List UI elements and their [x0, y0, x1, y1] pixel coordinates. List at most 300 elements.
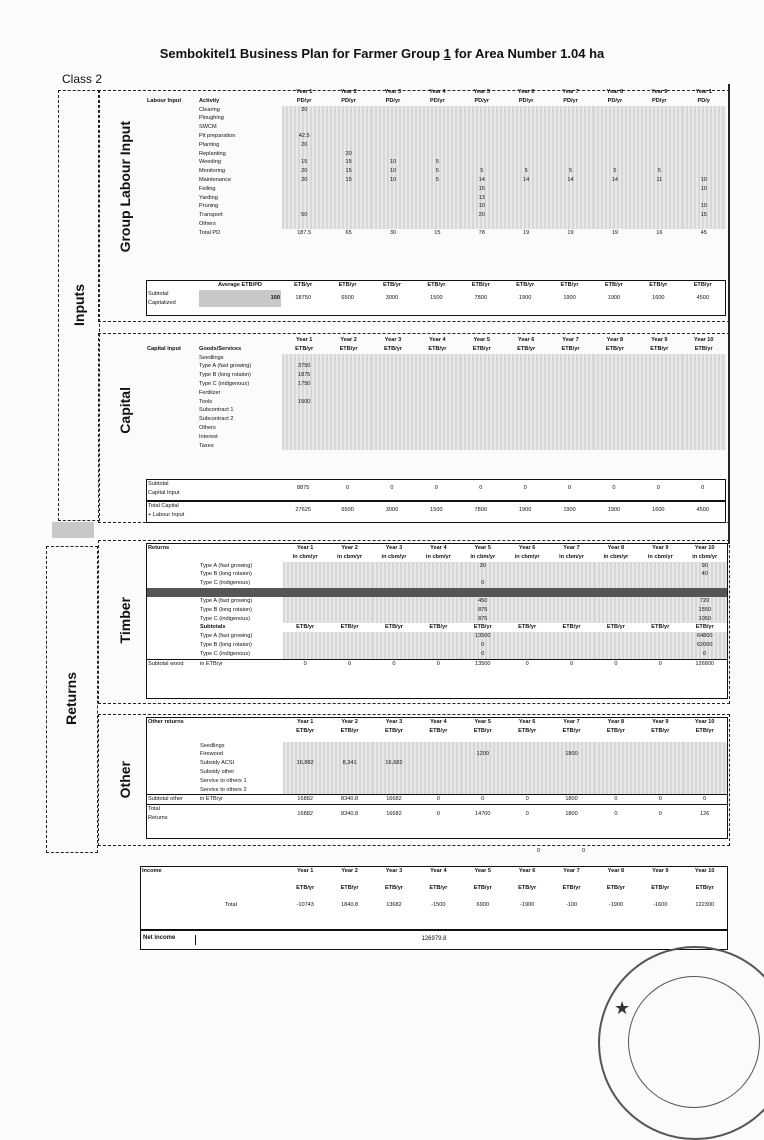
value-cell — [460, 114, 504, 123]
value-cell: 5 — [637, 167, 681, 176]
year-header: Year 6 — [518, 719, 536, 725]
value-cell — [548, 150, 592, 159]
row-label: Weeding — [199, 159, 221, 166]
value-cell — [460, 371, 504, 380]
labour-unit-row — [146, 97, 726, 106]
title-text-area: for Area Number 1.04 ha — [450, 46, 605, 61]
year-header: Year 8 — [607, 719, 625, 725]
subtotal-other-cell: 1800 — [565, 796, 578, 803]
table-row — [146, 150, 726, 159]
value-cell — [371, 415, 415, 424]
value-cell: 62000 — [683, 641, 727, 650]
table-row — [146, 371, 726, 380]
unit-header: ETB/yr — [562, 884, 581, 891]
total-returns-cell: 1800 — [565, 810, 578, 817]
value-cell — [282, 354, 326, 363]
unit-header: PD/yr — [385, 97, 401, 104]
value-cell — [416, 615, 460, 624]
total-capital-cell: 1500 — [430, 507, 443, 514]
below-zero-1: 0 — [537, 848, 541, 854]
value-cell — [548, 158, 592, 167]
value-cell — [593, 398, 637, 407]
subtotal-wood-cell: 0 — [303, 660, 307, 667]
spacer-cell — [146, 424, 198, 433]
subtotal-wood-cell: 0 — [436, 660, 440, 667]
unit-header: in cbm/yr — [559, 553, 584, 560]
value-cell: 0 — [461, 641, 505, 650]
value-cell — [505, 742, 549, 751]
value-cell: 20 — [282, 167, 326, 176]
year-header: Year 6 — [518, 545, 536, 551]
unit-cell: ETB/yr — [429, 624, 448, 631]
unit-header: in cbm/yr — [692, 553, 718, 560]
unit-header: in cbm/yr — [603, 553, 629, 560]
value-cell — [637, 442, 681, 451]
inputs-label: Inputs — [71, 283, 87, 326]
value-cell — [282, 185, 326, 194]
value-cell — [548, 114, 592, 123]
year-header: Year 7 — [563, 868, 580, 874]
value-cell — [371, 114, 415, 123]
value-cell — [683, 786, 727, 795]
year-header: Year 10 — [694, 868, 715, 874]
value-cell — [372, 615, 416, 624]
value-cell — [416, 750, 460, 759]
value-cell: 10 — [682, 176, 726, 185]
value-cell — [593, 106, 637, 115]
row-label: Planting — [199, 141, 220, 148]
value-cell: 0 — [461, 579, 505, 588]
value-cell — [549, 768, 593, 777]
value-cell — [461, 786, 505, 795]
value-cell — [460, 389, 504, 398]
year-header: Year 4 — [429, 89, 446, 95]
value-cell — [637, 406, 681, 415]
table-row — [146, 106, 726, 115]
right-edge-line — [728, 84, 730, 544]
total-returns-label: Total — [148, 806, 160, 813]
year-header: Year 9 — [651, 89, 668, 95]
year-header: Year 9 — [652, 545, 669, 551]
value-cell — [371, 123, 415, 132]
value-cell — [593, 150, 637, 159]
value-cell — [282, 389, 326, 398]
table-row — [146, 114, 726, 123]
value-cell — [548, 141, 592, 150]
value-cell — [594, 786, 638, 795]
value-cell — [372, 632, 416, 641]
value-cell — [505, 641, 549, 650]
value-cell — [683, 777, 727, 786]
value-cell — [682, 354, 726, 363]
row-label: Subsidy other — [200, 768, 235, 775]
table-row — [146, 433, 726, 442]
unit-header: in cbm/yr — [292, 553, 318, 560]
value-cell — [415, 114, 459, 123]
table-row — [147, 606, 727, 615]
value-cell — [372, 742, 416, 751]
value-cell — [549, 777, 593, 786]
year-header: Year 2 — [341, 868, 358, 874]
capital-subtotal-cell: 0 — [567, 485, 572, 492]
value-cell — [638, 570, 682, 579]
unit-cell: ETB/yr — [516, 282, 535, 288]
total-capital-cell: 1900 — [518, 507, 532, 514]
value-cell — [327, 597, 371, 606]
year-header: Year 1 — [295, 337, 313, 343]
table-row — [146, 202, 726, 211]
value-cell — [682, 220, 726, 229]
value-cell: 10 — [371, 158, 415, 167]
value-cell — [637, 371, 681, 380]
subtotal-wood-cell: 0 — [569, 660, 574, 667]
unit-header: PD/yr — [518, 97, 534, 104]
spacer-cell — [146, 380, 198, 389]
value-cell — [282, 424, 326, 433]
subtotal-other-cell: 0 — [436, 796, 440, 803]
unit-header: ETB/yr — [296, 884, 315, 891]
value-cell: 720 — [683, 597, 727, 606]
unit-header: ETB/yr — [651, 884, 670, 891]
total-capital-cell: 4500 — [696, 507, 709, 514]
other-unit-row — [147, 727, 727, 736]
value-cell — [461, 742, 505, 751]
value-cell — [282, 150, 326, 159]
unit-header: in cbm/yr — [425, 553, 451, 560]
year-header: Year 4 — [430, 545, 447, 551]
value-cell — [548, 424, 592, 433]
value-cell: 10 — [682, 202, 726, 211]
value-cell — [593, 132, 637, 141]
spacer-cell — [147, 759, 199, 768]
year-header: Year 3 — [385, 545, 403, 551]
value-cell — [371, 442, 415, 451]
spacer-cell — [146, 150, 198, 159]
total-capital-label: Total Capital — [148, 503, 179, 509]
income-total-cell: -1500 — [431, 901, 446, 908]
value-cell — [548, 106, 592, 115]
capital-total-box — [146, 501, 726, 523]
value-cell — [326, 389, 370, 398]
table-row — [146, 424, 726, 433]
timber-unit-row — [147, 553, 727, 562]
capital-subtotal-table — [147, 480, 725, 498]
subtotal-wood-cell: 13500 — [474, 660, 491, 667]
table-row — [147, 650, 727, 659]
year-header: Year 4 — [430, 719, 447, 725]
table-row — [146, 167, 726, 176]
value-cell: 20 — [282, 106, 326, 115]
timber-table — [147, 544, 727, 668]
value-cell — [283, 606, 327, 615]
value-cell — [283, 641, 327, 650]
value-cell — [637, 354, 681, 363]
value-cell — [683, 750, 727, 759]
value-cell — [371, 141, 415, 150]
page-title — [0, 46, 764, 61]
value-cell — [460, 433, 504, 442]
value-cell: 14 — [593, 176, 637, 185]
value-cell — [282, 114, 326, 123]
row-label: Type A (fast growing) — [200, 597, 253, 604]
capital-table-wrap — [146, 336, 726, 450]
capital-label-box — [108, 345, 142, 475]
value-cell — [638, 606, 682, 615]
capital-subtotal-label: Subtotal — [148, 481, 169, 487]
subtotal-other-cell: 0 — [481, 796, 485, 803]
value-cell — [415, 389, 459, 398]
unit-header: ETB/yr — [472, 345, 491, 352]
total-returns-cell: 16882 — [297, 810, 313, 817]
row-label: Firewood — [200, 751, 224, 758]
unit-header: ETB/yr — [517, 345, 536, 352]
unit-cell: ETB/yr — [294, 282, 313, 288]
value-cell — [415, 185, 459, 194]
value-cell — [682, 433, 726, 442]
year-header: Year 10 — [694, 545, 715, 551]
subtotal-wood-cell: 0 — [614, 660, 618, 667]
row-label: Seedlings — [200, 742, 225, 749]
value-cell — [549, 597, 593, 606]
value-cell — [371, 362, 415, 371]
value-cell — [638, 777, 682, 786]
value-cell — [548, 362, 592, 371]
value-cell — [637, 415, 681, 424]
unit-header: ETB/yr — [383, 345, 402, 352]
value-cell — [682, 389, 726, 398]
unit-header: PD/yr — [296, 97, 312, 104]
unit-header: in cbm/yr — [514, 553, 540, 560]
row-label: Subcontract 2 — [199, 416, 234, 423]
value-cell — [504, 220, 548, 229]
value-cell — [504, 158, 548, 167]
value-cell: 10 — [371, 167, 415, 176]
value-cell: 1550 — [683, 606, 727, 615]
year-header: Year 5 — [473, 337, 490, 343]
spacer-cell — [147, 570, 199, 579]
timber-label-box — [108, 560, 142, 680]
class-label: Class 2 — [62, 72, 103, 86]
subtotal-other-label: Subtotal other — [148, 796, 183, 803]
total-returns-cell: 16682 — [386, 810, 402, 817]
capital-subtotal-cell: 0 — [346, 485, 350, 492]
net-income-value: 126979.8 — [421, 936, 447, 942]
subtotal-other-unit: in ETB/yr — [200, 796, 224, 803]
value-cell — [638, 650, 682, 659]
unit-header: PD/yr — [652, 97, 667, 104]
value-cell: 1750 — [282, 380, 326, 389]
capitalized-label: Capitalized — [148, 299, 176, 306]
value-cell — [594, 632, 638, 641]
year-header: Year 3 — [385, 868, 403, 874]
value-cell — [327, 768, 371, 777]
value-cell — [548, 380, 592, 389]
row-label: Service to others 1 — [200, 777, 247, 784]
total-returns-cell: 0 — [658, 810, 662, 817]
spacer-cell — [146, 194, 198, 203]
value-cell: 450 — [461, 597, 505, 606]
value-cell — [682, 424, 726, 433]
value-cell — [460, 141, 504, 150]
income-unit-row — [141, 884, 727, 893]
value-cell — [504, 150, 548, 159]
value-cell — [594, 650, 638, 659]
table-row — [147, 562, 727, 571]
value-cell: 15 — [326, 158, 370, 167]
spacer-cell — [146, 158, 198, 167]
value-cell: 875 — [461, 606, 505, 615]
value-cell — [326, 433, 370, 442]
value-cell — [461, 768, 505, 777]
value-cell: 14 — [504, 176, 548, 185]
year-header: Year 3 — [384, 89, 402, 95]
table-row — [147, 786, 727, 795]
total-returns-cell: 126 — [700, 810, 710, 817]
spacer-cell — [147, 786, 199, 795]
value-cell — [371, 354, 415, 363]
value-cell — [326, 202, 370, 211]
value-cell — [638, 597, 682, 606]
value-cell — [460, 220, 504, 229]
value-cell — [460, 132, 504, 141]
value-cell — [594, 777, 638, 786]
value-cell — [683, 579, 727, 588]
unit-header: ETB/yr — [605, 345, 624, 352]
value-cell — [372, 570, 416, 579]
capital-subtotal-cell: 0 — [390, 485, 394, 492]
value-cell — [638, 562, 682, 571]
year-header: Year 7 — [562, 89, 579, 95]
value-cell — [593, 141, 637, 150]
value-cell — [505, 759, 549, 768]
value-cell: 42.5 — [282, 132, 326, 141]
value-cell — [682, 194, 726, 203]
unit-cell: ETB/yr — [427, 282, 446, 288]
value-cell — [504, 194, 548, 203]
timber-volume-rows — [147, 562, 727, 588]
value-cell — [415, 123, 459, 132]
row-label: Type C (indigenous) — [200, 650, 251, 657]
value-cell — [682, 362, 726, 371]
row-label: Tools — [199, 398, 213, 405]
value-cell — [548, 389, 592, 398]
capital-total-row1 — [147, 502, 725, 511]
row-label: Type C (indigenous) — [199, 380, 250, 387]
income-total-cell: -100 — [565, 901, 578, 908]
labour-subtotal-box — [146, 280, 726, 316]
unit-cell: ETB/yr — [518, 624, 537, 631]
year-header: Year 1 — [295, 89, 313, 95]
value-cell — [594, 615, 638, 624]
row-label: Type A (fast growing) — [200, 633, 253, 640]
value-cell — [504, 185, 548, 194]
value-cell — [548, 398, 592, 407]
year-header: Year 2 — [340, 89, 357, 95]
table-row — [147, 641, 727, 650]
value-cell — [504, 433, 548, 442]
value-cell — [594, 641, 638, 650]
value-cell — [548, 123, 592, 132]
year-header: Year 4 — [429, 337, 446, 343]
row-label: Type A (fast growing) — [199, 363, 252, 370]
value-cell — [371, 106, 415, 115]
table-row — [146, 380, 726, 389]
row-label: Ploughing — [199, 115, 224, 122]
unit-header: ETB/yr — [561, 345, 580, 352]
value-cell — [415, 433, 459, 442]
value-cell — [282, 194, 326, 203]
value-cell — [548, 442, 592, 451]
row-label: Pruning — [199, 203, 219, 210]
value-cell — [548, 415, 592, 424]
unit-cell: ETB/yr — [340, 624, 359, 631]
income-table — [141, 867, 727, 909]
value-cell — [283, 742, 327, 751]
value-cell — [594, 759, 638, 768]
value-cell: 5 — [415, 167, 459, 176]
value-cell — [637, 158, 681, 167]
subtotals-label: Subtotals — [200, 624, 226, 631]
value-cell: 16,682 — [372, 759, 416, 768]
value-cell — [415, 141, 459, 150]
value-cell — [372, 597, 416, 606]
subtotal-cell: 1900 — [518, 295, 532, 302]
value-cell — [504, 141, 548, 150]
value-cell — [415, 442, 459, 451]
year-header: Year 9 — [652, 719, 669, 725]
value-cell — [326, 114, 370, 123]
value-cell — [460, 362, 504, 371]
value-cell — [415, 362, 459, 371]
value-cell: 20 — [460, 211, 504, 220]
row-label: Fertilizer — [199, 389, 221, 396]
value-cell: 1875 — [282, 371, 326, 380]
capital-year-row — [146, 336, 726, 345]
value-cell — [327, 606, 371, 615]
value-cell — [326, 141, 370, 150]
row-label: Seedlings — [199, 354, 224, 361]
value-cell — [416, 570, 460, 579]
year-header: Year 7 — [562, 337, 579, 343]
table-row — [147, 615, 727, 624]
total-capital-cell: 7800 — [474, 507, 487, 514]
table-row — [146, 132, 726, 141]
value-cell — [505, 786, 549, 795]
value-cell — [415, 106, 459, 115]
value-cell — [327, 786, 371, 795]
value-cell: 13500 — [461, 632, 505, 641]
value-cell — [282, 123, 326, 132]
table-row — [147, 597, 727, 606]
unit-header: ETB/yr — [606, 884, 625, 891]
value-cell — [594, 606, 638, 615]
unit-header: PD/yr — [474, 97, 490, 104]
col-header-capital-input: Capital Input — [147, 345, 181, 352]
unit-header: in cbm/yr — [470, 553, 496, 560]
year-header: Year 8 — [606, 337, 624, 343]
subtotal-cell: 1900 — [563, 295, 576, 302]
value-cell: 5 — [460, 167, 504, 176]
value-cell — [460, 424, 504, 433]
value-cell — [461, 759, 505, 768]
spacer-cell — [147, 606, 199, 615]
income-total-cell: -10743 — [296, 901, 314, 908]
income-total-label: Total — [225, 901, 237, 908]
title-text: Sembokitel1 Business Plan for Farmer Group — [159, 46, 444, 61]
value-cell — [372, 606, 416, 615]
subtotal-label: Subtotal — [148, 290, 169, 297]
unit-cell: ETB/yr — [338, 282, 357, 288]
